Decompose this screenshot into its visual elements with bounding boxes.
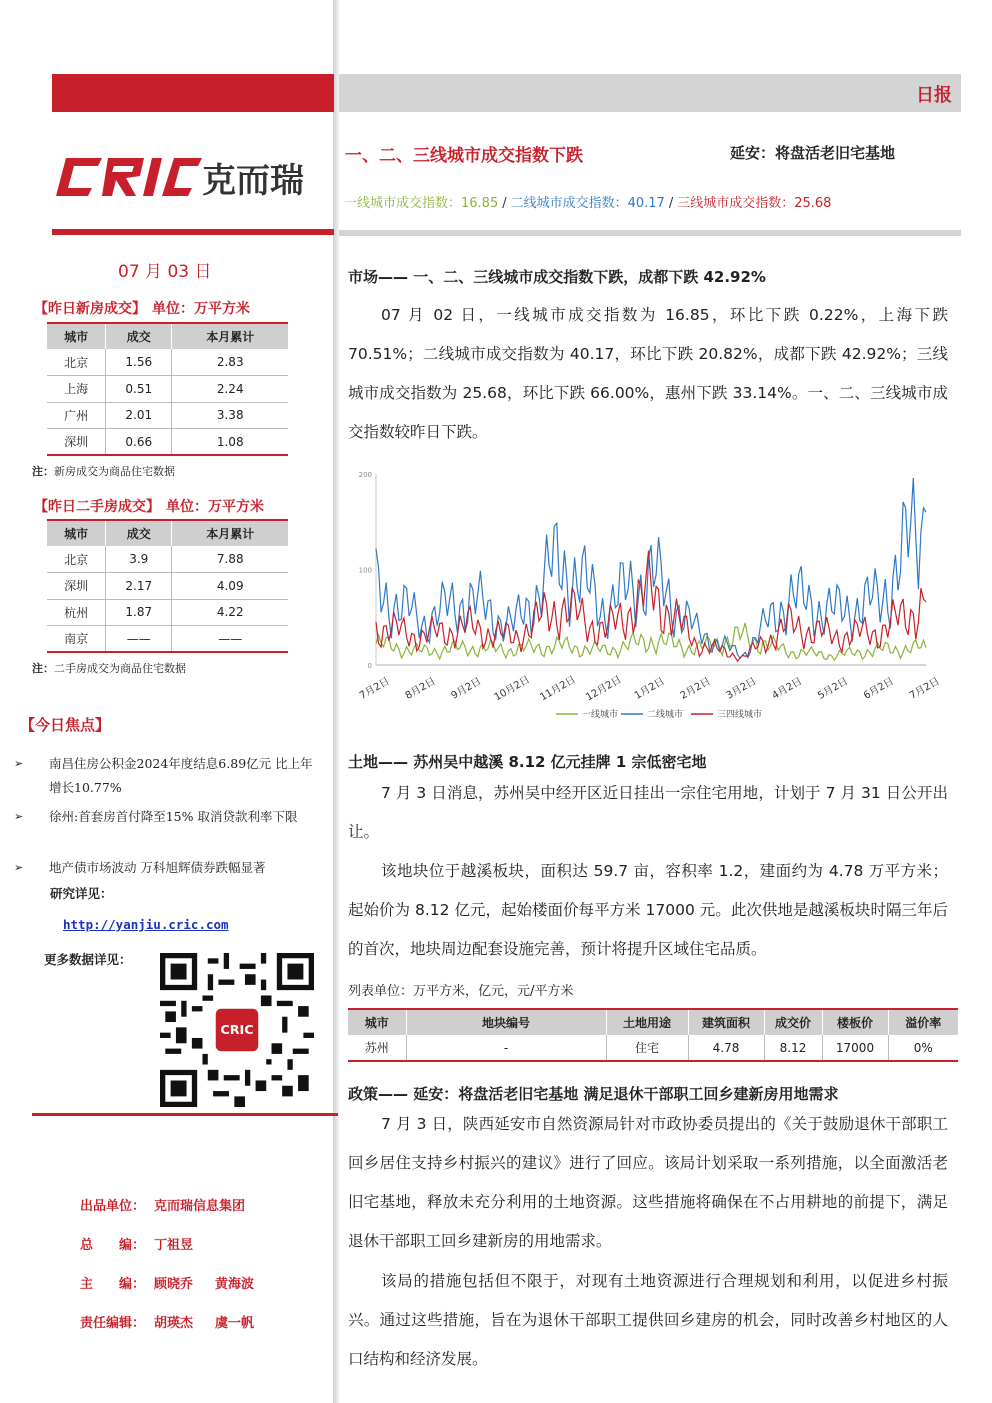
credit-chief-editor [80,1234,215,1253]
table-cell: 0% [888,1035,958,1061]
table-row [47,626,288,653]
table-row [47,599,288,626]
market-paragraph: 07 月 02 日，一线城市成交指数为 16.85，环比下跌 0.22%，上海下跌 70.51%；二线城市成交指数为 40.17，环比下跌 20.82%，成都下跌 42.92%；三线城市成交指数为 25.68，环比下跌 66.00%，惠州下跌 33.14%。一、二、三线城市成交指数较昨日下跌。 [348,306,948,441]
new-homes-unit: 单位：万平方米 [152,301,250,317]
table-cell: 1.08 [172,429,288,456]
more-data-label: 更多数据详见： [44,952,132,967]
qr-logo-text: CRIC [220,1023,254,1039]
focus-item-text: 南昌住房公积金2024年度结息6.89亿元 比上年增长10.77% [49,756,313,795]
table-cell: 广州 [47,402,106,429]
tier1-index: 一线城市成交指数：16.85 [344,196,499,211]
table-header: 成交 [106,323,172,349]
y-tick-label: 100 [358,566,372,575]
x-tick-label: 9月2日 [449,675,484,702]
chart-x-labels [357,673,941,703]
headline: 一、二、三线城市成交指数下跌 [345,146,583,166]
logo-divider [52,229,334,235]
table-cell: 2.24 [172,376,288,403]
y-tick-label: 0 [367,662,372,670]
research-link[interactable]: http://yanjiu.cric.com [63,917,229,932]
market-heading: 市场—— 一、二、三线城市成交指数下跌，成都下跌 42.92% [348,268,766,286]
index-separator: / [502,196,507,211]
table-header: 建筑面积 [688,1009,764,1035]
x-tick-label: 6月2日 [861,675,896,702]
focus-item[interactable] [14,856,324,880]
x-tick-label: 8月2日 [403,675,438,702]
note-label: 注： [32,662,54,675]
x-tick-label: 3月2日 [724,675,759,702]
new-homes-note [32,463,175,479]
second-hand-unit: 单位：万平方米 [166,499,264,515]
table-cell: 3.38 [172,402,288,429]
table-cell: 深圳 [47,573,106,600]
credit-editor [80,1273,276,1292]
table-cell: 1.87 [106,599,172,626]
table-cell: 3.9 [106,546,172,573]
table-header: 本月累计 [172,323,288,349]
credit-name: 胡瑛杰 [154,1316,194,1331]
table-cell: 4.09 [172,573,288,600]
table-cell: —— [106,626,172,653]
table-cell: 北京 [47,349,106,376]
table-cell: - [406,1035,606,1061]
x-tick-label: 1月2日 [632,675,667,702]
chart-y-labels [359,471,372,670]
table-cell: 杭州 [47,599,106,626]
land-paragraph-2: 该地块位于越溪板块，面积达 59.7 亩，容积率 1.2，建面约为 4.78 万平方米；起始价为 8.12 亿元，起始楼面价每平方米 17000 元。此次供地是越溪板块时隔三年后的首次，地块周边配套设施完善，预计将提升区域住宅品质。 [348,862,948,958]
table-cell: —— [172,626,288,653]
table-header: 城市 [47,520,106,546]
table-cell: 2.01 [106,402,172,429]
table-cell: 上海 [47,376,106,403]
note-label: 注： [32,465,54,478]
index-separator: / [668,196,674,211]
sub-headline: 延安：将盘活老旧宅基地 [730,144,896,162]
table-row [47,402,288,429]
policy-paragraph-1: 7 月 3 日，陕西延安市自然资源局针对市政协委员提出的《关于鼓励退休干部职工回乡居住支持乡村振兴的建议》进行了回应。该局计划采取一系列措施，以全面激活老旧宅基地，释放未充分利用的土地资源。这些措施将确保在不占用耕地的前提下，满足退休干部职工回乡建新房的用地需求。 [348,1115,948,1250]
focus-item[interactable] [14,805,324,829]
table-cell: 0.66 [106,429,172,456]
legend-label: 二线城市 [647,710,684,720]
credit-name: 顾晓乔 [154,1277,194,1292]
credit-label: 主 编： [80,1277,146,1292]
table-header: 楼板价 [822,1009,888,1035]
new-homes-title [34,298,250,318]
index-line-chart [346,460,946,730]
note-text: 新房成交为商品住宅数据 [54,465,175,478]
tier2-index: 二线城市成交指数：40.17 [510,196,665,211]
x-tick-label: 10月2日 [492,674,532,704]
arrow-bullet-icon: ➢ [14,810,24,823]
x-tick-label: 7月2日 [907,675,942,702]
arrow-bullet-icon: ➢ [14,861,24,874]
table-cell: 1.56 [106,349,172,376]
left-column [0,0,336,1403]
table-cell: 住宅 [606,1035,688,1061]
credit-name: 黄海波 [215,1277,255,1292]
table-cell: 南京 [47,626,106,653]
x-tick-label: 11月2日 [538,674,578,704]
policy-heading: 政策—— 延安：将盘活老旧宅基地 满足退休干部职工回乡建新房用地需求 [348,1085,839,1103]
right-header-bar [339,74,961,112]
credit-publisher [80,1195,267,1214]
table-header: 成交价 [764,1009,822,1035]
second-hand-title-text: 【昨日二手房成交】 [34,499,160,515]
second-hand-title [34,496,264,516]
focus-title: 【今日焦点】 [20,716,111,734]
tier3-index: 三线城市成交指数：25.68 [677,196,832,211]
table-cell: 北京 [47,546,106,573]
credit-name: 虞一帆 [215,1316,255,1331]
table-header: 成交 [106,520,172,546]
land-paragraph-1: 7 月 3 日消息，苏州吴中经开区近日挂出一宗住宅用地，计划于 7 月 31 日公开出让。 [348,784,948,841]
table-header: 本月累计 [172,520,288,546]
table-row [348,1035,958,1061]
table-row [47,429,288,456]
daily-label: 日报 [916,85,952,106]
table-cell: 4.22 [172,599,288,626]
table-row [47,546,288,573]
table-cell: 苏州 [348,1035,406,1061]
series-line [376,551,926,662]
credit-label: 出品单位： [80,1199,146,1214]
focus-item-text: 徐州:首套房首付降至15% 取消贷款利率下限 [49,809,298,824]
second-hand-table [47,519,288,653]
table-cell: 4.78 [688,1035,764,1061]
table-cell: 深圳 [47,429,106,456]
table-cell: 17000 [822,1035,888,1061]
credit-name: 丁祖昱 [154,1238,194,1253]
index-summary [344,192,831,211]
policy-paragraph-2: 该局的措施包括但不限于，对现有土地资源进行合理规划和利用，以促进乡村振兴。通过这些措施，旨在为退休干部职工提供回乡建房的机会，同时改善乡村地区的人口结构和经济发展。 [348,1272,948,1368]
table-cell: 8.12 [764,1035,822,1061]
x-tick-label: 7月2日 [357,675,392,702]
legend-label: 一线城市 [582,710,619,720]
chart-legend [556,708,762,720]
cric-logo [52,152,324,202]
left-header-bar [52,74,334,112]
second-hand-note [32,660,186,676]
right-divider [339,230,961,236]
focus-item[interactable] [14,752,324,800]
legend-label: 三四线城市 [717,710,763,720]
x-tick-label: 12月2日 [584,674,624,704]
table-header: 土地用途 [606,1009,688,1035]
logo-cn-text: 克而瑞 [202,161,304,201]
table-row [47,349,288,376]
new-homes-title-text: 【昨日新房成交】 [34,301,146,317]
land-unit-note: 列表单位：万平方米，亿元，元/平方米 [348,984,574,999]
left-divider [32,1113,338,1116]
credit-name: 克而瑞信息集团 [154,1199,246,1214]
research-label: 研究详见： [50,886,113,901]
x-tick-label: 5月2日 [816,675,851,702]
table-cell: 2.83 [172,349,288,376]
x-tick-label: 4月2日 [770,675,805,702]
table-row [47,573,288,600]
arrow-bullet-icon: ➢ [14,757,24,770]
credit-responsible-editor [80,1312,276,1331]
land-table [348,1008,958,1062]
qr-code-icon[interactable] [160,953,314,1107]
table-cell: 7.88 [172,546,288,573]
new-homes-table [47,322,288,456]
land-heading: 土地—— 苏州吴中越溪 8.12 亿元挂牌 1 宗低密宅地 [348,753,707,771]
y-tick-label: 200 [358,471,372,479]
table-header: 城市 [47,323,106,349]
table-header: 地块编号 [406,1009,606,1035]
credit-label: 责任编辑： [80,1316,146,1331]
focus-item-text: 地产债市场波动 万科旭辉债券跌幅显著 [49,860,266,875]
chart-lines [376,478,926,661]
table-header: 城市 [348,1009,406,1035]
table-row [47,376,288,403]
x-tick-label: 2月2日 [678,675,713,702]
report-date: 07 月 03 日 [118,262,212,282]
table-cell: 2.17 [106,573,172,600]
table-cell: 0.51 [106,376,172,403]
credit-label: 总 编： [80,1238,146,1253]
note-text: 二手房成交为商品住宅数据 [54,662,186,675]
table-header: 溢价率 [888,1009,958,1035]
